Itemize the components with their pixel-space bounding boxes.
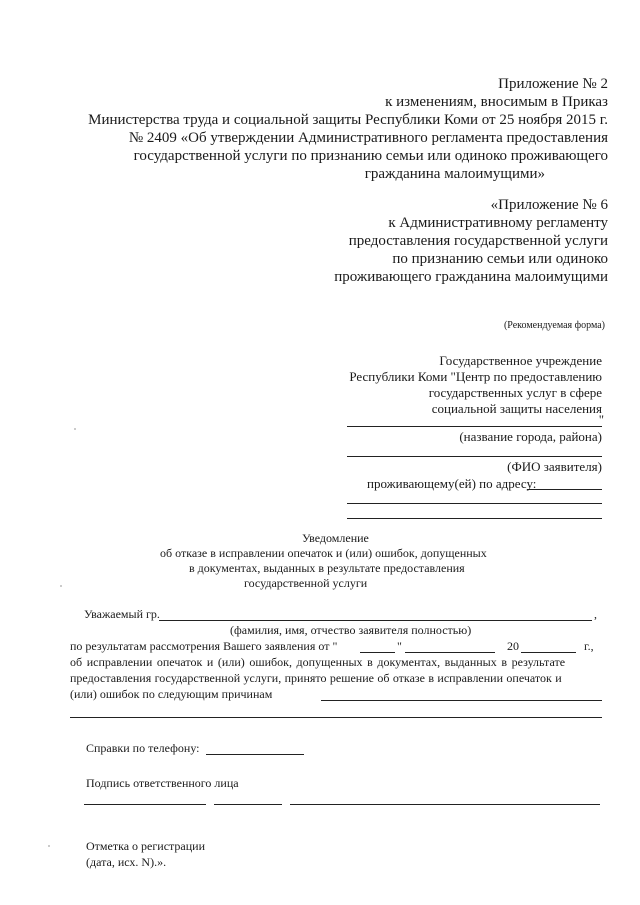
city-line <box>347 426 602 427</box>
recommended-form-note: (Рекомендуемая форма) <box>503 320 605 331</box>
body-line-3: предоставления государственной услуги, принято решение об отказе в исправлении опечаток и <box>70 671 562 685</box>
signature-name-line <box>290 804 600 805</box>
notice-title-line-4: государственной услуги <box>244 576 368 590</box>
header-line-3: Министерства труда и социальной защиты Республики Коми от 25 ноября 2015 г. <box>88 112 608 128</box>
addressee-line-1: Государственное учреждение <box>439 353 602 368</box>
registration-line-1: Отметка о регистрации <box>86 839 206 853</box>
signature-line <box>214 804 282 805</box>
appendix-line-3: предоставления государственной услуги <box>348 233 608 249</box>
notice-title-line-2: об отказе в исправлении опечаток и (или) ошибок, допущенных <box>160 546 487 560</box>
registration-line-2: (дата, исх. N).». <box>86 855 167 869</box>
notice-title-line-3: в документах, выданных в результате предоставления <box>189 561 465 575</box>
header-line-2: к изменениям, вносимым в Приказ <box>385 94 608 110</box>
address-line-1 <box>527 489 602 490</box>
appendix-line-2: к Административному регламенту <box>388 215 608 231</box>
reasons-line-1 <box>321 700 602 701</box>
city-caption: (название города, района) <box>459 429 602 444</box>
fio-line <box>347 456 602 457</box>
salutation-comma: , <box>594 607 597 621</box>
body-line-1-year: 20 <box>507 639 519 653</box>
appendix-line-4: по признанию семьи или одиноко <box>392 251 608 267</box>
body-line-2: об исправлении опечаток и (или) ошибок, допущенных в документах, выданных в результате <box>70 655 566 669</box>
body-line-1-prefix: по результатам рассмотрения Вашего заявления от " <box>70 639 338 653</box>
name-caption: (фамилия, имя, отчество заявителя полностью) <box>230 623 472 637</box>
header-line-1: Приложение № 2 <box>498 76 608 92</box>
date-year-line <box>521 652 576 653</box>
header-line-6: гражданина малоимущими» <box>364 166 545 182</box>
addressee-line-2: Республики Коми "Центр по предоставлению <box>349 369 602 384</box>
signature-position-line <box>84 804 206 805</box>
quote-mark: " <box>598 412 604 427</box>
scan-speck <box>60 585 62 587</box>
header-line-4: № 2409 «Об утверждении Административного регламента предоставления <box>128 130 608 146</box>
fio-caption: (ФИО заявителя) <box>507 459 602 474</box>
name-line <box>159 620 592 621</box>
header-line-5: государственной услуги по признанию семьи или одиноко проживающего <box>133 148 608 164</box>
appendix-line-1: «Приложение № 6 <box>490 197 608 213</box>
signature-label: Подпись ответственного лица <box>86 776 239 790</box>
salutation: Уважаемый гр. <box>84 607 160 621</box>
date-day-line <box>360 652 395 653</box>
phone-label: Справки по телефону: <box>86 741 200 755</box>
body-line-1-suffix: г., <box>584 639 594 653</box>
reasons-line-2 <box>70 717 602 718</box>
body-line-1-quote: " <box>397 639 402 653</box>
addressee-line-3: государственных услуг в сфере <box>428 385 602 400</box>
scan-speck <box>74 428 76 430</box>
body-line-4: (или) ошибок по следующим причинам <box>70 687 273 701</box>
date-month-line <box>405 652 495 653</box>
appendix-line-5: проживающего гражданина малоимущими <box>334 269 608 285</box>
address-line-3 <box>347 518 602 519</box>
scan-speck <box>48 845 50 847</box>
phone-line <box>206 754 304 755</box>
notice-title-line-1: Уведомление <box>302 531 369 545</box>
addressee-line-4: социальной защиты населения <box>431 401 602 416</box>
address-label: проживающему(ей) по адресу: <box>367 476 537 491</box>
address-line-2 <box>347 503 602 504</box>
